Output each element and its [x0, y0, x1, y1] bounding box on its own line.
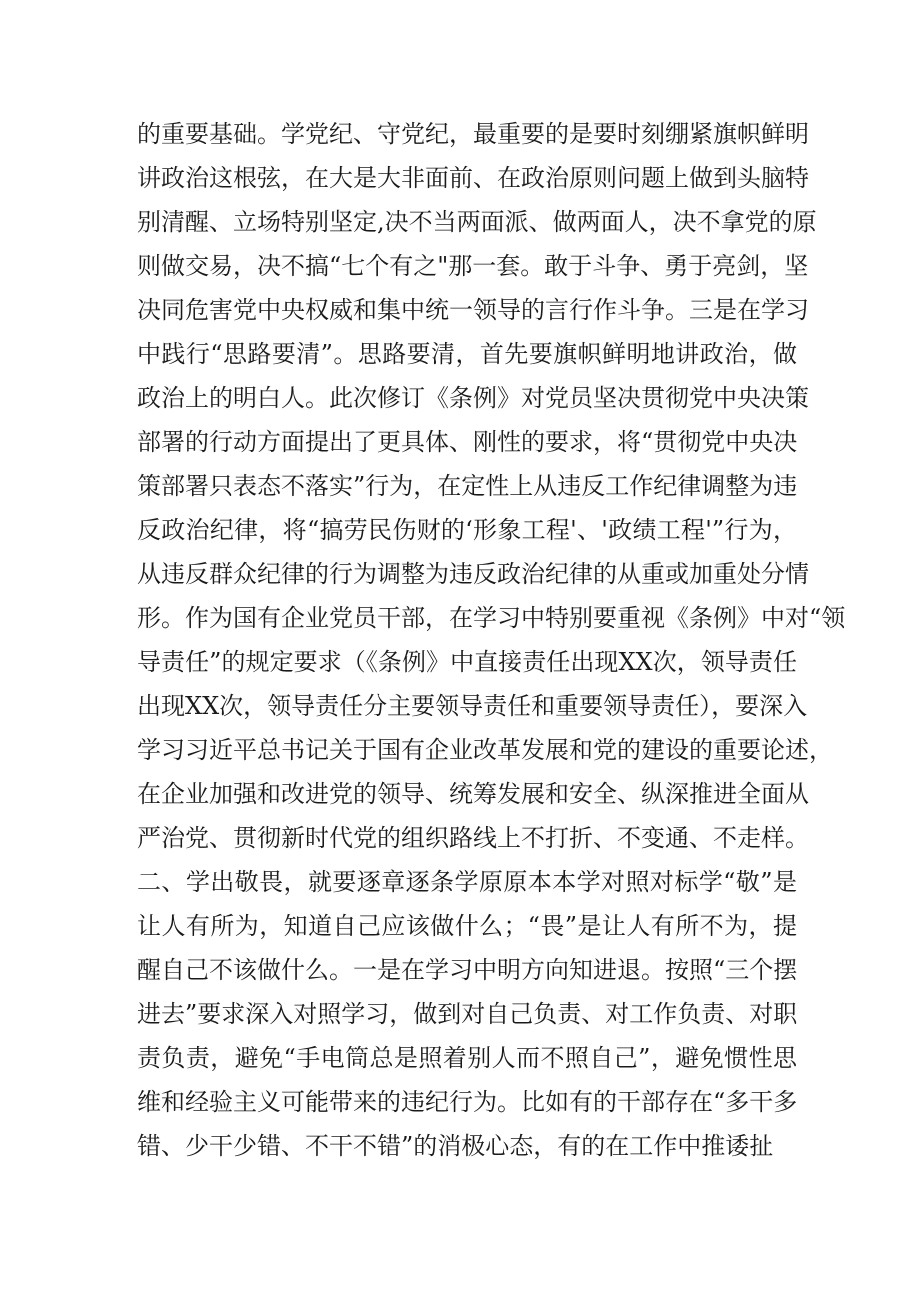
text-line: 学习习近平总书记关于国有企业改革发展和党的建设的重要论述，	[137, 736, 833, 764]
text-line: 反政治纪律，将“搞劳民伤财的‘形象工程'、'政绩工程'”行为，	[137, 516, 797, 544]
text-line: 醒自己不该做什么。一是在学习中明方向知进退。按照“三个摆	[137, 956, 798, 984]
text-line: 的重要基础。学党纪、守党纪，最重要的是要时刻绷紧旗帜鲜明	[137, 120, 809, 148]
text-line: 严治党、贯彻新时代党的组织路线上不打折、不变通、不走样。	[137, 824, 809, 852]
text-line: 从违反群众纪律的行为调整为违反政治纪律的从重或加重处分情	[137, 560, 809, 588]
text-line: 则做交易，决不搞“七个有之"那一套。敢于斗争、勇于亮剑，坚	[137, 252, 809, 280]
text-line: 错、少干少错、不干不错”的消极心态，有的在工作中推诿扯	[137, 1132, 774, 1160]
text-line: 中践行“思路要清”。思路要清，首先要旗帜鲜明地讲政治，做	[137, 340, 797, 368]
text-line: 进去”要求深入对照学习，做到对自己负责、对工作负责、对职	[137, 1000, 798, 1028]
text-line: 在企业加强和改进党的领导、统筹发展和安全、纵深推进全面从	[137, 780, 809, 808]
text-line: 部署的行动方面提出了更具体、刚性的要求，将“贯彻党中央决	[137, 428, 798, 456]
text-line: 让人有所为，知道自己应该做什么；“畏”是让人有所不为，提	[137, 912, 797, 940]
text-line: 讲政治这根弦，在大是大非面前、在政治原则问题上做到头脑特	[137, 164, 809, 192]
text-line: 政治上的明白人。此次修订《条例》对党员坚决贯彻党中央决策	[137, 384, 809, 412]
text-line: 维和经验主义可能带来的违纪行为。比如有的干部存在“多干多	[137, 1088, 798, 1116]
text-line: 别清醒、立场特别坚定,决不当两面派、做两面人，决不拿党的原	[137, 208, 817, 236]
text-line: 出现XX次，领导责任分主要领导责任和重要领导责任），要深入	[137, 692, 808, 720]
text-line: 形。作为国有企业党员干部，在学习中特别要重视《条例》中对“领	[137, 604, 846, 632]
text-line: 策部署只表态不落实”行为，在定性上从违反工作纪律调整为违	[137, 472, 798, 500]
text-line: 责负责，避免“手电筒总是照着别人而不照自己”，避免惯性思	[137, 1044, 797, 1072]
text-line: 决同危害党中央权威和集中统一领导的言行作斗争。三是在学习	[137, 296, 809, 324]
body-text	[137, 112, 846, 1168]
text-line: 二、学出敬畏，就要逐章逐条学原原本本学对照对标学“敬”是	[137, 868, 797, 896]
text-line: 导责任”的规定要求（《条例》中直接责任出现XX次，领导责任	[137, 648, 797, 676]
